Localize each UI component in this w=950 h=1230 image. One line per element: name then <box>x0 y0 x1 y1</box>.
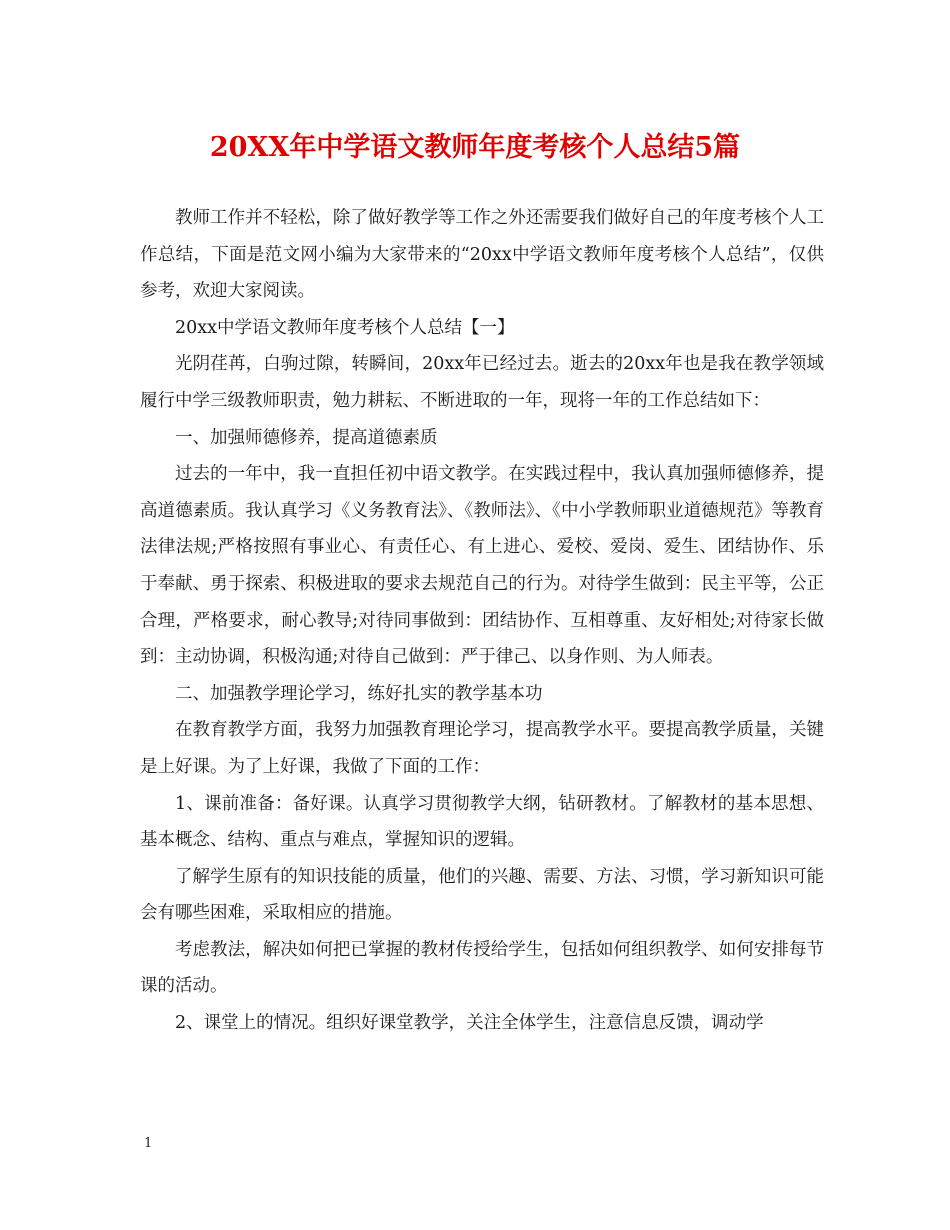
subheading-theory: 二、加强教学理论学习，练好扎实的教学基本功 <box>175 683 543 704</box>
paragraph: 在教育教学方面，我努力加强教育理论学习，提高教学水平。要提高教学质量，关键是上好课。为了上好课，我做了下面的工作： <box>140 720 824 777</box>
page-number: 1 <box>144 1136 153 1151</box>
paragraph: 2、课堂上的情况。组织好课堂教学，关注全体学生，注意信息反馈，调动学 <box>175 1013 764 1034</box>
paragraph: 考虑教法，解决如何把已掌握的教材传授给学生，包括如何组织教学、如何安排每节课的活动。 <box>140 939 824 997</box>
document-body <box>140 200 824 1042</box>
section-heading-one: 20xx中学语文教师年度考核个人总结【一】 <box>175 317 515 338</box>
paragraph: 光阴荏苒，白驹过隙，转瞬间，20xx年已经过去。逝去的20xx年也是我在教学领域履行中学三级教师职责，勉力耕耘、不断进取的一年，现将一年的工作总结如下： <box>140 354 824 411</box>
paragraph-intro: 教师工作并不轻松，除了做好教学等工作之外还需要我们做好自己的年度考核个人工作总结，下面是范文网小编为大家带来的“20xx中学语文教师年度考核个人总结”，仅供参考，欢迎大家阅读。 <box>140 208 824 302</box>
document-title: 20XX年中学语文教师年度考核个人总结5篇 <box>209 132 741 163</box>
paragraph: 过去的一年中，我一直担任初中语文教学。在实践过程中，我认真加强师德修养，提高道德素质。我认真学习《义务教育法》、《教师法》、《中小学教师职业道德规范》等教育法律法规;严格按照有事业心、有责任心、有上进心、爱校、爱岗、爱生、团结协作、乐于奉献、勇于探索、积极进取的要求去规范自己的行为。对待学生做到：民主平等，公正合理，严格要求，耐心教导;对待同事做到：团结协作、互相尊重、友好相处;对待家长做到：主动协调，积极沟通;对待自己做到：严于律己、以身作则、为人师表。 <box>140 464 824 668</box>
paragraph: 了解学生原有的知识技能的质量，他们的兴趣、需要、方法、习惯，学习新知识可能会有哪些困难，采取相应的措施。 <box>140 866 824 924</box>
subheading-ethics: 一、加强师德修养，提高道德素质 <box>175 427 438 448</box>
paragraph: 1、课前准备：备好课。认真学习贯彻教学大纲，钻研教材。了解教材的基本思想、基本概念、结构、重点与难点，掌握知识的逻辑。 <box>140 793 824 851</box>
